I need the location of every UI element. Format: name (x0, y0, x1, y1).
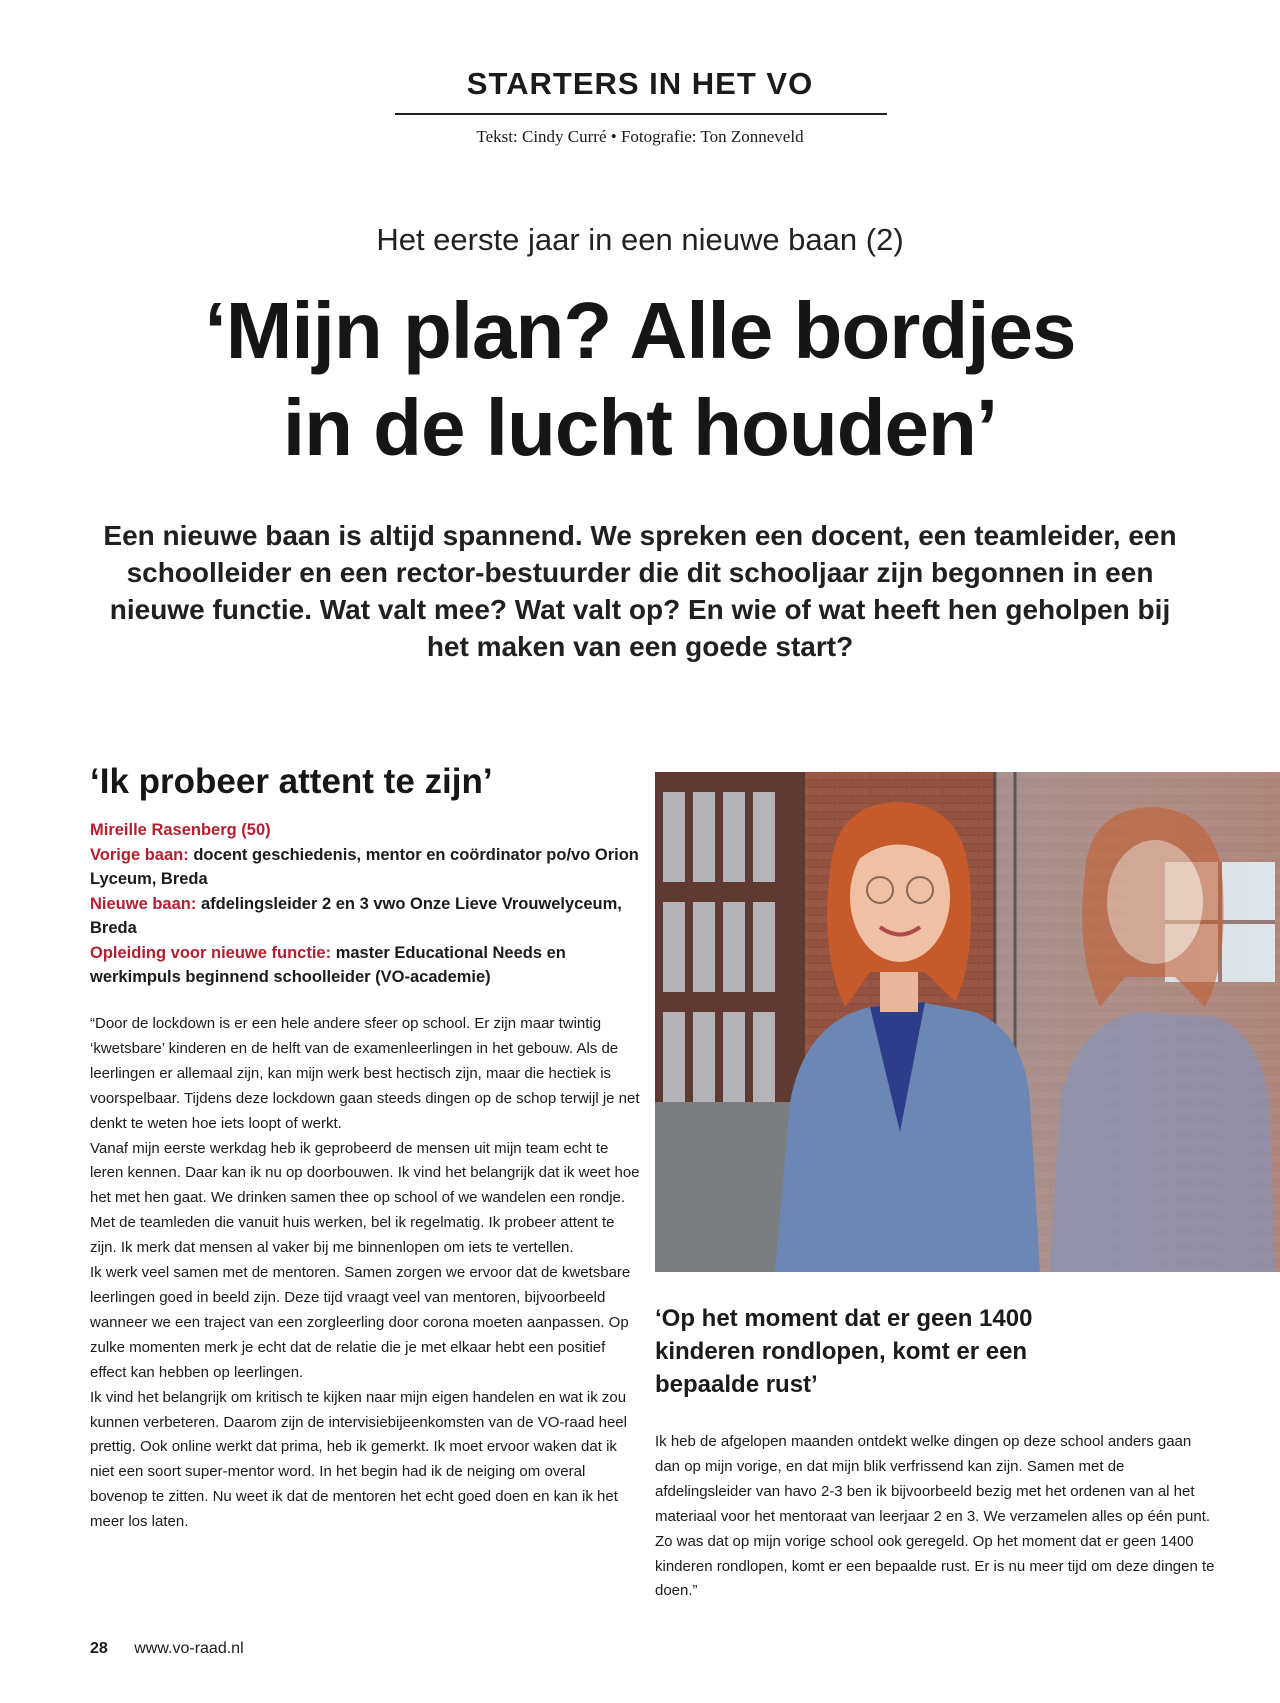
fact-value: afdelingsleider 2 en 3 vwo Onze Lieve Vrouwelyceum, Breda (90, 894, 622, 937)
page-number: 28 (90, 1640, 108, 1657)
headline-line-1: ‘Mijn plan? Alle bordjes (204, 286, 1076, 375)
kicker: Het eerste jaar in een nieuwe baan (2) (376, 222, 904, 257)
intro-paragraph: Een nieuwe baan is altijd spannend. We spreken een docent, een teamleider, een schoolleider en een rector-bestuurder die dit schooljaar zijn begonnen in een nieuwe functie. Wat valt mee? Wat valt op? En wie of wat heeft hen geholpen bij het maken van een goede start? (103, 520, 1177, 662)
profile-name: Mireille Rasenberg (50) (90, 821, 271, 839)
fact-previous-job (90, 843, 650, 892)
footer-url: www.vo-raad.nl (134, 1640, 244, 1657)
portrait-photo (655, 772, 1280, 1272)
section-label: STARTERS IN HET VO (466, 66, 814, 101)
profile-facts (90, 818, 650, 990)
profile-title: ‘Ik probeer attent te zijn’ (90, 762, 493, 801)
page-footer (90, 1640, 244, 1658)
article-body-left (90, 1012, 645, 1535)
headline-line-2: in de lucht houden’ (282, 383, 998, 472)
fact-value: docent geschiedenis, mentor en coördinator po/vo Orion Lyceum, Breda (90, 845, 639, 888)
paragraph: Ik werk veel samen met de mentoren. Samen zorgen we ervoor dat de kwetsbare leerlingen goed in beeld zijn. Deze tijd vraagt veel van mentoren, bijvoorbeeld wanneer we een traject van een zorgleerling door corona moeten aanpassen. Op zulke momenten merk je echt dat de relatie die je met elkaar hebt een positief effect kan hebben op leerlingen. (90, 1264, 631, 1381)
paragraph: Vanaf mijn eerste werkdag heb ik geprobeerd de mensen uit mijn team echt te leren kennen. Daar kan ik nu op doorbouwen. Ik vind het belangrijk dat ik weet hoe het met hen gaat. We drinken samen thee op school of we wandelen een rondje. Met de teamleden die vanuit huis werken, bel ik regelmatig. Ik probeer attent te zijn. Ik merk dat mensen al vaker bij me binnenlopen om iets te vertellen. (90, 1139, 640, 1257)
article-body-right: Ik heb de afgelopen maanden ontdekt welke dingen op deze school anders gaan dan op mijn vorige, en dat mijn blik verfrissend kan zijn. Samen met de afdelingsleider van havo 2-3 ben ik bijvoorbeeld bezig met het ordenen van al het materiaal voor het mentoraat van leerjaar 2 en 3. We verzamelen alles op één punt. Zo was dat op mijn vorige school ook geregeld. Op het moment dat er geen 1400 kinderen rondlopen, komt er een bepaalde rust. Er is nu meer tijd om deze dingen te doen.” (655, 1433, 1215, 1600)
paragraph: Ik vind het belangrijk om kritisch te kijken naar mijn eigen handelen en wat ik zou kunnen verbeteren. Daarom zijn de intervisiebijeenkomsten van de VO-raad heel prettig. Ook online werkt dat prima, heb ik gemerkt. Ik moet ervoor waken dat ik niet een soort super-mentor word. In het begin had ik de neiging om overal bovenop te zitten. Nu weet ik dat de mentoren het echt goed doen en kan ik het meer los laten. (90, 1388, 627, 1531)
pull-quote: ‘Op het moment dat er geen 1400 kinderen rondlopen, komt er een bepaalde rust’ (655, 1305, 1033, 1398)
fact-label: Nieuwe baan: (90, 894, 197, 913)
credits: Tekst: Cindy Curré • Fotografie: Ton Zonneveld (476, 127, 804, 146)
headline (20, 282, 1260, 476)
portrait-illustration (655, 772, 1280, 1272)
fact-value: master Educational Needs en werkimpuls beginnend schoolleider (VO-academie) (90, 943, 566, 986)
fact-new-job (90, 892, 650, 941)
section-divider (395, 113, 887, 115)
fact-training (90, 941, 650, 990)
paragraph: “Door de lockdown is er een hele andere sfeer op school. Er zijn maar twintig ‘kwetsbare’ kinderen en de helft van de examenleerlingen in het gebouw. Als de leerlingen er allemaal zijn, kan mijn werk best hectisch zijn, maar die hectiek is voorspelbaar. Tijdens deze lockdown gaan steeds dingen op de schop terwijl je net denkt te weten hoe iets loopt of werkt. (90, 1015, 640, 1132)
fact-label: Vorige baan: (90, 845, 189, 864)
fact-label: Opleiding voor nieuwe functie: (90, 943, 332, 962)
